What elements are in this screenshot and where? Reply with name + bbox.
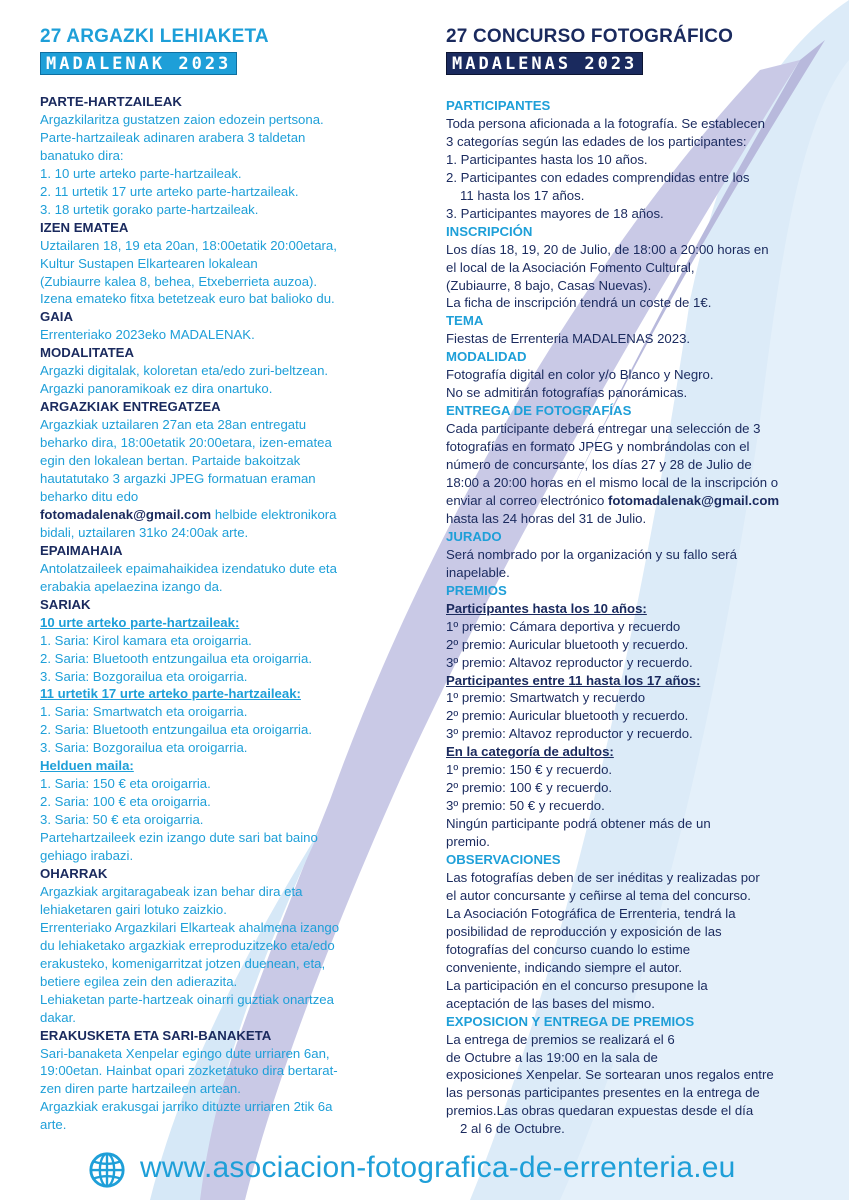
category-heading: 10 urte arteko parte-hartzaileak: — [40, 614, 240, 630]
body-line: 2. Saria: Bluetooth entzungailua eta oroigarria. — [40, 650, 312, 666]
email-prefix: enviar al correo electrónico — [446, 492, 608, 508]
category-heading: 11 urtetik 17 urte arteko parte-hartzaileak: — [40, 686, 301, 702]
body-line: Ningún participante podrá obtener más de un — [446, 816, 711, 832]
body-line: 2º premio: Auricular bluetooth y recuerdo. — [446, 636, 689, 652]
section-heading: GAIA — [40, 309, 73, 325]
section-heading: MODALITATEA — [40, 345, 135, 361]
globe-icon — [88, 1151, 126, 1189]
body-line: Los días 18, 19, 20 de Julio, de 18:00 a 20:00 horas en — [446, 241, 769, 257]
body-line: 3º premio: 50 € y recuerdo. — [446, 798, 605, 814]
section-heading: EXPOSICION Y ENTREGA DE PREMIOS — [446, 1013, 695, 1029]
body-line: posibilidad de reproducción y exposición de las — [446, 923, 722, 939]
section-heading: MODALIDAD — [446, 349, 527, 365]
body-line: Será nombrado por la organización y su fallo será — [446, 546, 738, 562]
body-line: lehiaketaren gairi lotuko zaizkio. — [40, 901, 227, 917]
body-line: Errenteriako 2023eko MADALENAK. — [40, 327, 255, 343]
body-line: aceptación de las bases del mismo. — [446, 995, 655, 1011]
basque-column — [40, 26, 400, 1134]
body-line: 1. Saria: 150 € eta oroigarria. — [40, 776, 211, 792]
body-line: 2. 11 urtetik 17 urte arteko parte-hartzaileak. — [40, 183, 299, 199]
body-line: el local de la Asociación Fomento Cultural, — [446, 259, 695, 275]
email-suffix: helbide elektronikora — [211, 506, 337, 522]
basque-body — [40, 93, 400, 1134]
body-line: zen diren parte hartzaileen artean. — [40, 1081, 241, 1097]
body-line: Argazkiak argitaragabeak izan behar dira eta — [40, 883, 303, 899]
body-line: Lehiaketan parte-hartzeak oinarri guztiak onartzea — [40, 991, 334, 1007]
section-heading: OBSERVACIONES — [446, 852, 561, 868]
body-line: 3 categorías según las edades de los participantes: — [446, 133, 747, 149]
body-line: dakar. — [40, 1009, 76, 1025]
body-line: 2. Saria: Bluetooth entzungailua eta oroigarria. — [40, 722, 312, 738]
body-line: 3º premio: Altavoz reproductor y recuerdo. — [446, 726, 693, 742]
body-line: Fiestas de Errenteria MADALENAS 2023. — [446, 331, 691, 347]
body-line: 1º premio: 150 € y recuerdo. — [446, 762, 613, 778]
body-line: exposiciones Xenpelar. Se sortearan unos regalos entre — [446, 1067, 774, 1083]
body-line: 1. Saria: Kirol kamara eta oroigarria. — [40, 632, 252, 648]
basque-banner: MADALENAK 2023 — [40, 52, 237, 75]
body-line: premio. — [446, 834, 490, 850]
spanish-title: 27 CONCURSO FOTOGRÁFICO — [446, 26, 734, 47]
body-line: 2º premio: 100 € y recuerdo. — [446, 780, 613, 796]
body-line: fotografías del concurso cuando lo estime — [446, 941, 691, 957]
email-address[interactable]: fotomadalenak@gmail.com — [40, 506, 212, 522]
body-line: Argazki panoramikoak ez dira onartuko. — [40, 381, 273, 397]
body-line: hasta las 24 horas del 31 de Julio. — [446, 510, 647, 526]
body-line: 3. 18 urtetik gorako parte-hartzaileak. — [40, 201, 259, 217]
section-heading: INSCRIPCIÓN — [446, 223, 533, 239]
body-line: 18:00 a 20:00 horas en el mismo local de la inscripción o — [446, 475, 779, 491]
body-line: 2. Saria: 100 € eta oroigarria. — [40, 794, 211, 810]
body-line: Argazkilaritza gustatzen zaion edozein pertsona. — [40, 111, 324, 127]
body-line: Argazkiak erakusgai jarriko dituzte urriaren 2tik 6a — [40, 1099, 333, 1115]
body-line: 3. Saria: 50 € eta oroigarria. — [40, 812, 204, 828]
footer — [88, 1148, 788, 1188]
basque-title: 27 ARGAZKI LEHIAKETA — [40, 26, 269, 47]
section-heading: ENTREGA DE FOTOGRAFÍAS — [446, 403, 632, 419]
body-line: Sari-banaketa Xenpelar egingo dute urriaren 6an, — [40, 1045, 330, 1061]
body-line: Argazki digitalak, koloretan eta/edo zuri-beltzean. — [40, 363, 329, 379]
body-line: bidali, uztailaren 31ko 24:00ak arte. — [40, 524, 249, 540]
body-line: inapelable. — [446, 564, 510, 580]
body-line: Parte-hartzaileak adinaren arabera 3 taldetan — [40, 129, 306, 145]
body-line: La participación en el concurso presupone la — [446, 977, 708, 993]
section-heading: OHARRAK — [40, 865, 108, 881]
body-line: La entrega de premios se realizará el 6 — [446, 1031, 675, 1047]
category-heading: Participantes entre 11 hasta los 17 años: — [446, 672, 701, 688]
category-heading: Helduen maila: — [40, 758, 134, 774]
body-line: Errenteriako Argazkilari Elkarteak ahalmena izango — [40, 919, 340, 935]
body-line: du lehiaketako argazkiak erreproduzitzeko eta/edo — [40, 937, 335, 953]
spanish-column — [446, 26, 831, 1138]
body-line: Partehartzaileek ezin izango dute sari bat baino — [40, 830, 318, 846]
body-line: Cada participante deberá entregar una selección de 3 — [446, 421, 761, 437]
section-heading: PREMIOS — [446, 582, 507, 598]
spanish-banner: MADALENAS 2023 — [446, 52, 643, 75]
body-line: número de concursante, los días 27 y 28 de Julio de — [446, 457, 752, 473]
email-line — [446, 492, 831, 510]
body-line: 3. Saria: Bozgorailua eta oroigarria. — [40, 740, 248, 756]
body-line: 1. Saria: Smartwatch eta oroigarria. — [40, 704, 248, 720]
body-line: 1. Participantes hasta los 10 años. — [446, 151, 648, 167]
body-line: 1. 10 urte arteko parte-hartzaileak. — [40, 165, 242, 181]
body-line: Kultur Sustapen Elkartearen lokalean — [40, 255, 258, 271]
email-address[interactable]: fotomadalenak@gmail.com — [608, 492, 780, 508]
body-line: No se admitirán fotografías panorámicas. — [446, 385, 688, 401]
section-heading: SARIAK — [40, 596, 91, 612]
body-line: beharko dira, 18:00etatik 20:00etara, izen-ematea — [40, 435, 332, 451]
section-heading: TEMA — [446, 313, 484, 329]
body-line: 1º premio: Smartwatch y recuerdo — [446, 690, 646, 706]
body-line: Argazkiak uztailaren 27an eta 28an entregatu — [40, 417, 307, 433]
body-line: Izena emateko fitxa betetzeak euro bat balioko du. — [40, 291, 335, 307]
body-line: 19:00etan. Hainbat opari zozketatuko dira bertarat- — [40, 1063, 338, 1079]
body-line: La ficha de inscripción tendrá un coste de 1€. — [446, 295, 712, 311]
body-line: hautatutako 3 argazki JPEG formatuan eraman — [40, 471, 316, 487]
body-line: erabakia apelaezina izango da. — [40, 578, 223, 594]
body-line: 2º premio: Auricular bluetooth y recuerdo. — [446, 708, 689, 724]
body-line: gehiago irabazi. — [40, 848, 134, 864]
section-heading: EPAIMAHAIA — [40, 542, 123, 558]
section-heading: ERAKUSKETA ETA SARI-BANAKETA — [40, 1027, 272, 1043]
body-line: betiere egilea zein den adierazita. — [40, 973, 238, 989]
section-heading: ARGAZKIAK ENTREGATZEA — [40, 399, 221, 415]
body-line: 2. Participantes con edades comprendidas entre los — [446, 169, 750, 185]
section-heading: JURADO — [446, 528, 502, 544]
body-line: 1º premio: Cámara deportiva y recuerdo — [446, 618, 681, 634]
body-line: (Zubiaurre kalea 8, behea, Etxeberrieta auzoa). — [40, 273, 318, 289]
body-line: Toda persona aficionada a la fotografía. Se establecen — [446, 115, 765, 131]
body-line: Las fotografías deben de ser inéditas y realizadas por — [446, 869, 760, 885]
body-line: 3. Saria: Bozgorailua eta oroigarria. — [40, 668, 248, 684]
body-line: fotografías en formato JPEG y nombrándolas con el — [446, 439, 750, 455]
spanish-body — [446, 97, 831, 1138]
body-line: Fotografía digital en color y/o Blanco y Negro. — [446, 367, 714, 383]
category-heading: En la categoría de adultos: — [446, 744, 614, 760]
body-line: La Asociación Fotográfica de Errenteria, tendrá la — [446, 905, 736, 921]
body-line: (Zubiaurre, 8 bajo, Casas Nuevas). — [446, 277, 652, 293]
body-line: de Octubre a las 19:00 en la sala de — [446, 1049, 658, 1065]
body-line: arte. — [40, 1117, 67, 1133]
category-heading: Participantes hasta los 10 años: — [446, 600, 647, 616]
body-line: 3. Participantes mayores de 18 años. — [446, 205, 664, 221]
body-line: egin den lokalean bertan. Partaide bakoitzak — [40, 453, 301, 469]
section-heading: IZEN EMATEA — [40, 219, 129, 235]
body-line: banatuko dira: — [40, 147, 124, 163]
body-line: premios.Las obras quedaran expuestas desde el día — [446, 1103, 754, 1119]
body-line: las personas participantes presentes en la entrega de — [446, 1085, 760, 1101]
body-line: el autor concursante y ceñirse al tema del concurso. — [446, 887, 751, 903]
body-line: Antolatzaileek epaimahaikidea izendatuko dute eta — [40, 560, 337, 576]
email-line — [40, 506, 400, 524]
body-line: Uztailaren 18, 19 eta 20an, 18:00etatik 20:00etara, — [40, 237, 337, 253]
website-link[interactable]: www.asociacion-fotografica-de-errenteria.eu — [140, 1151, 736, 1184]
body-line: beharko ditu edo — [40, 488, 139, 504]
body-line: conveniente, indicando siempre el autor. — [446, 959, 683, 975]
body-line: 11 hasta los 17 años. — [460, 187, 585, 203]
body-line: 2 al 6 de Octubre. — [460, 1121, 565, 1137]
section-heading: PARTE-HARTZAILEAK — [40, 94, 182, 109]
body-line: erakusteko, komenigarritzat jotzen duenean, eta, — [40, 955, 326, 971]
section-heading: PARTICIPANTES — [446, 98, 551, 113]
body-line: 3º premio: Altavoz reproductor y recuerdo. — [446, 654, 693, 670]
